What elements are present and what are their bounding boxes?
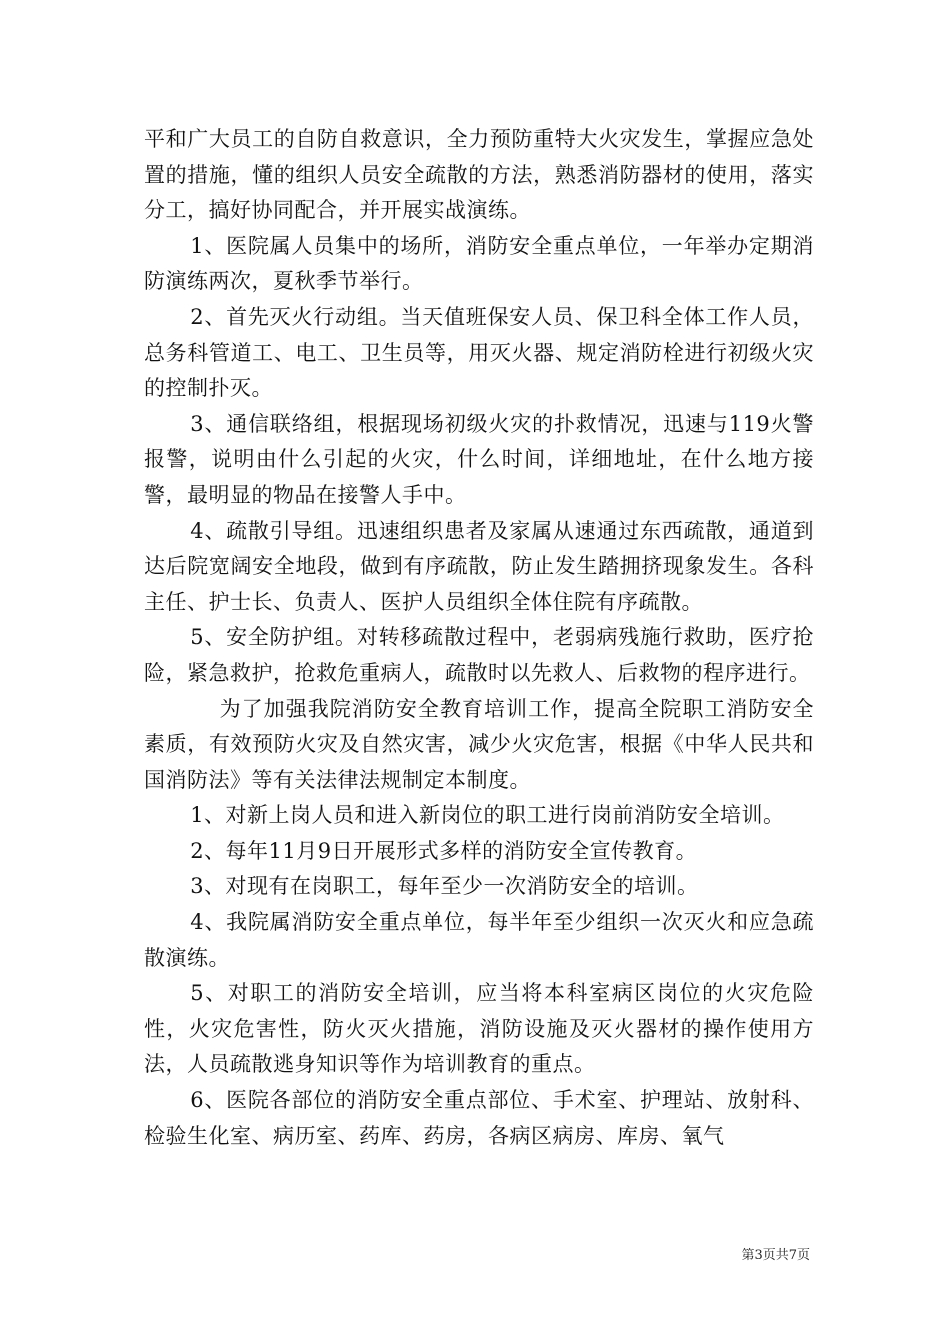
page-number-footer: 第3页共7页: [741, 1248, 810, 1263]
paragraph-drill-item-5: 5、安全防护组。对转移疏散过程中，老弱病残施行救助，医疗抢险，紧急救护，抢救危重病人，疏散时以先救人、后救物的程序进行。: [144, 625, 814, 685]
paragraph-training-item-4: 4、我院属消防安全重点单位，每半年至少组织一次灭火和应急疏散演练。: [144, 910, 814, 970]
paragraph-training-item-6: 6、医院各部位的消防安全重点部位、手术室、护理站、放射科、检验生化室、病历室、药库、药房，各病区病房、库房、氧气: [144, 1088, 814, 1148]
paragraph-drill-item-1: 1、医院属人员集中的场所，消防安全重点单位，一年举办定期消防演练两次，夏秋季节举行。: [144, 233, 814, 294]
paragraph-training-item-5: 5、对职工的消防安全培训，应当将本科室病区岗位的火灾危险性，火灾危害性，防火灭火措施，消防设施及灭火器材的操作使用方法，人员疏散逃身知识等作为培训教育的重点。: [144, 981, 814, 1077]
paragraph-training-item-3: 3、对现有在岗职工，每年至少一次消防安全的培训。: [190, 874, 699, 899]
paragraph-drill-item-4: 4、疏散引导组。迅速组织患者及家属从速通过东西疏散，通道到达后院宽阔安全地段，做到有序疏散，防止发生踏拥挤现象发生。各科主任、护士长、负责人、医护人员组织全体住院有序疏散。: [144, 518, 814, 614]
document-body: [144, 122, 814, 1154]
paragraph-drill-item-3: 3、通信联络组，根据现场初级火灾的扑救情况，迅速与119火警报警，说明由什么引起的火灾，什么时间，详细地址，在什么地方接警，最明显的物品在接警人手中。: [144, 411, 814, 507]
paragraph-intro-continued: 平和广大员工的自防自救意识，全力预防重特大火灾发生，掌握应急处置的措施，懂的组织人员安全疏散的方法，熟悉消防器材的使用，落实分工，搞好协同配合，并开展实战演练。: [144, 127, 814, 223]
paragraph-training-intro: 为了加强我院消防安全教育培训工作，提高全院职工消防安全素质，有效预防火灾及自然灾害，减少火灾危害，根据《中华人民共和国消防法》等有关法律法规制定本制度。: [144, 696, 814, 792]
paragraph-training-item-1: 1、对新上岗人员和进入新岗位的职工进行岗前消防安全培训。: [190, 803, 785, 828]
paragraph-drill-item-2: 2、首先灭火行动组。当天值班保安人员、保卫科全体工作人员，总务科管道工、电工、卫生员等，用灭火器、规定消防栓进行初级火灾的控制扑灭。: [144, 304, 814, 401]
paragraph-training-item-2: 2、每年11月9日开展形式多样的消防安全宣传教育。: [190, 838, 698, 863]
